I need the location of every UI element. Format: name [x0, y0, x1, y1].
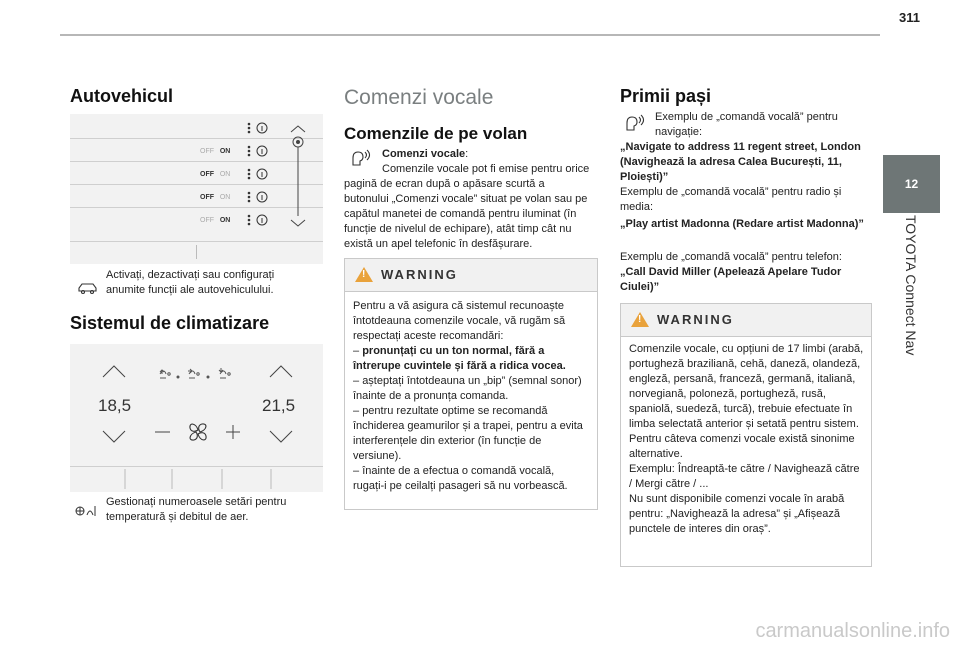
warning-title: WARNING: [381, 267, 458, 282]
climate-description: Gestionați numeroasele setări pentru temperatură și debitul de aer.: [106, 496, 287, 523]
example-radio-command: „Play artist Madonna (Redare artist Madonna)”: [620, 218, 864, 230]
warning-intro: Pentru a vă asigura că sistemul recunoaște întotdeauna comenzile vocale, vă rugăm să respectați aceste recomandări:: [353, 300, 566, 342]
warning-bullet-1: – pronunțați cu un ton normal, fără a întrerupe cuvintele și fără a ridica vocea.: [353, 345, 566, 372]
example-phone: Exemplu de „comandă vocală” pentru telefon:: [620, 251, 842, 263]
warning-bullet-3: – pentru rezultate optime se recomandă închiderea geamurilor și a trapei, pentru a evita interferențele din exterior (în funcție de versiune).: [353, 405, 583, 462]
warning-languages-text: Comenzile vocale, cu opțiuni de 17 limbi (arabă, portugheză braziliană, cehă, daneză, olandeză, engleză, persană, franceză, germană, italiană, norvegiană, poloneză, portugheză, rusă, spaniolă, suedeză, turcă), trebuie efectuate în limba selectată anterior și setată pentru sistem. Pentru câteva comenzi vocale există sinonime alternative. Exemplu: Îndreaptă-te către / Navighează către / Mergi către / ... Nu sunt disponibile comenzi vocale în arabă pentru: „Navighează la adresa” și „Afișează punctele de interes din oraș”.: [629, 343, 864, 535]
voice-description: Comenzile vocale pot fi emise pentru orice pagină de ecran după o apăsare scurtă a butonului „Comenzi vocale” situat pe volan sau pe capătul manetei de comandă pentru iluminat (în funcție de nivelul de echipare), atât timp cât nu există un apel telefonic în desfășurare.: [344, 163, 590, 250]
toggle-switch-4[interactable]: OFF ON: [200, 217, 231, 224]
example-radio: Exemplu de „comandă vocală” pentru radio și media:: [620, 186, 842, 213]
info-icons-column: [246, 120, 276, 230]
warning-box-languages: [620, 303, 872, 567]
vehicle-screen-panel: [70, 114, 323, 264]
chapter-tab[interactable]: 12: [883, 155, 940, 213]
warning-title-2: WARNING: [657, 312, 734, 327]
toggle-switch-1[interactable]: OFF ON: [200, 148, 231, 155]
scroll-control[interactable]: [285, 124, 315, 234]
header-rule: [60, 34, 880, 36]
example-phone-command: „Call David Miller (Apelează Apelare Tudor Ciulei)”: [620, 266, 842, 293]
voice-label: Comenzi vocale: [382, 148, 466, 160]
section-title-climate: Sistemul de climatizare: [70, 313, 270, 333]
voice-label-line: Comenzi vocale:: [382, 148, 469, 160]
climate-icon: [74, 503, 98, 519]
vehicle-description: Activați, dezactivați sau configurați anumite funcții ale autovehiculului.: [106, 269, 275, 296]
toggle-switch-3[interactable]: OFF ON: [200, 194, 231, 201]
toggle-switch-2[interactable]: OFF ON: [200, 171, 231, 178]
car-icon: [77, 281, 99, 295]
page-number: 311: [899, 10, 920, 25]
chapter-title-text: TOYOTA Connect Nav: [903, 215, 919, 356]
watermark: carmanualsonline.info: [755, 620, 950, 642]
warning-box-voice: [344, 258, 598, 510]
voice-command-icon-2: [622, 113, 646, 133]
warning-bullet-2: – așteptați întotdeauna un „bip” (semnal sonor) înainte de a pronunța comanda.: [353, 375, 582, 402]
climate-screen-panel: [70, 344, 323, 492]
section-title-vehicle: Autovehicul: [70, 86, 174, 106]
panel-divider: [196, 245, 197, 259]
section-title-first-steps: Primii pași: [620, 86, 712, 106]
chapter-title: [895, 215, 925, 435]
example-navigation: Exemplu de „comandă vocală” pentru navigație:: [655, 111, 838, 138]
temperature-right[interactable]: 21,5: [262, 396, 296, 415]
section-title-voice: Comenzi vocale: [344, 86, 494, 109]
example-navigation-command: „Navigate to address 11 regent street, London (Navighează la adresa Calea București, 11, Ploiești)”: [620, 141, 861, 183]
temperature-left[interactable]: 18,5: [98, 396, 132, 415]
warning-icon: [355, 267, 373, 282]
section-subtitle-steering: Comenzile de pe volan: [344, 124, 528, 143]
warning-icon-2: [631, 312, 649, 327]
warning-bullet-4: – înainte de a efectua o comandă vocală, rugați-i pe ceilalți pasageri să nu vorbească.: [353, 465, 568, 492]
